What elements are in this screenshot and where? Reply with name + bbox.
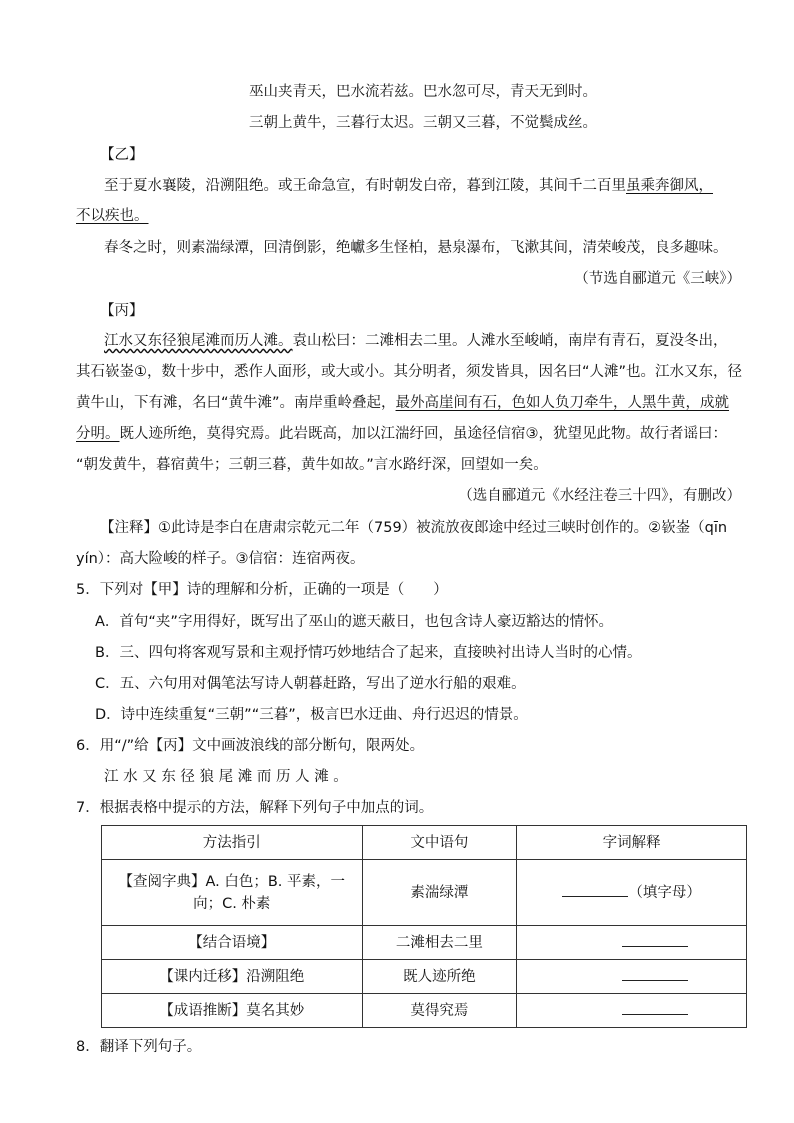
q7-method-cell: 【结合语境】: [102, 926, 363, 960]
q6-stem: 6．用“/”给【丙】文中画波浪线的部分断句，限两处。: [76, 738, 425, 754]
yi-paragraph-2: 春冬之时，则素湍绿潭，回清倒影，绝巘多生怪柏，悬泉瀑布，飞漱其间，清荣峻茂，良多趣味。: [104, 240, 728, 256]
bing-line-4-underlined: 分明。: [76, 426, 120, 442]
section-bing-header: 【丙】: [100, 303, 144, 319]
q7-header-sentence: 文中语句: [362, 826, 517, 860]
q7-table: [101, 825, 747, 1028]
answer-blank[interactable]: [622, 932, 688, 947]
q7-answer-cell[interactable]: [517, 994, 747, 1028]
q7-answer-note: （填字母）: [628, 884, 701, 901]
section-yi-header: 【乙】: [100, 147, 144, 163]
q7-answer-cell[interactable]: [517, 960, 747, 994]
poem-line-4: 三朝上黄牛，三暮行太迟。三朝又三暮，不觉鬓成丝。: [249, 115, 597, 131]
yi-p1-text: 至于夏水襄陵，沿溯阻绝。或王命急宣，有时朝发白帝，暮到江陵，其间千二百里: [104, 178, 626, 194]
poem-line-3: 巫山夹青天，巴水流若兹。巴水忽可尽，青天无到时。: [249, 84, 597, 100]
q5-option-d: D．诗中连续重复“三朝”“三暮”，极言巴水迂曲、舟行迟迟的情景。: [95, 707, 528, 723]
q5-option-a: A．首句“夹”字用得好，既写出了巫山的遮天蔽日，也包含诗人豪迈豁达的情怀。: [95, 614, 613, 630]
answer-blank[interactable]: [622, 1000, 688, 1015]
q5-option-c: C．五、六句用对偶笔法写诗人朝暮赶路，写出了逆水行船的艰难。: [95, 676, 526, 692]
table-row: [102, 860, 747, 926]
bing-line-3: [76, 393, 729, 413]
q5-stem: 5．下列对【甲】诗的理解和分析，正确的一项是（ ）: [76, 582, 448, 598]
bing-line-3-text: 黄牛山，下有滩，名曰“黄牛滩”。南岸重岭叠起，: [76, 395, 396, 411]
q7-header-method: 方法指引: [102, 826, 363, 860]
q7-method-cell: [102, 860, 363, 926]
q8-stem: 8．翻译下列句子。: [76, 1039, 202, 1055]
q5-option-b: B．三、四句将客观写景和主观抒情巧妙地结合了起来，直接映衬出诗人当时的心情。: [95, 645, 642, 661]
bing-line-5: “朝发黄牛，暮宿黄牛；三朝三暮，黄牛如故。”言水路纡深，回望如一矣。: [76, 457, 548, 473]
yi-p1-underlined: 虽乘奔御风，: [626, 178, 713, 194]
bing-line-4: [76, 424, 727, 444]
table-row: [102, 926, 747, 960]
bing-source: （选自郦道元《水经注卷三十四》，有删改）: [458, 488, 741, 504]
q7-answer-cell[interactable]: [517, 860, 747, 926]
q7-sentence-cell: 二滩相去二里: [362, 926, 517, 960]
q7-header-row: [102, 826, 747, 860]
table-row: [102, 960, 747, 994]
q7-stem: 7．根据表格中提示的方法，解释下列句子中加点的词。: [76, 800, 434, 816]
yi-p1-underlined-cont: 不以疾也。: [76, 208, 149, 224]
answer-blank[interactable]: [622, 966, 688, 981]
answer-blank[interactable]: [562, 882, 628, 897]
table-row: [102, 994, 747, 1028]
yi-paragraph-1-cont: [76, 206, 149, 226]
q7-method-text-cont: 向；C. 朴素: [193, 895, 271, 912]
yi-paragraph-1: [76, 176, 713, 196]
bing-line-2: 其石嵚崟①，数十步中，悉作人面形，或大或小。其分明者，须发皆具，因名曰“人滩”也。江水又东，径: [76, 364, 743, 380]
bing-line-4-rest: 既人迹所绝，莫得究焉。此岩既高，加以江湍纡回，虽途径信宿③，犹望见此物。故行者谣曰：: [119, 426, 727, 442]
q7-sentence-cell: 既人迹所绝: [362, 960, 517, 994]
q7-header-explanation: 字词解释: [517, 826, 747, 860]
q7-method-text: 【查阅字典】A. 白色；B. 平素，一: [118, 873, 346, 890]
bing-line-1: [104, 331, 728, 351]
bing-line-1-rest: 袁山松曰：二滩相去二里。人滩水至峻峭，南岸有青石，夏没冬出，: [292, 333, 728, 349]
bing-wavy-sentence: 江水又东径狼尾滩而历人滩。: [104, 333, 293, 349]
q7-answer-cell[interactable]: [517, 926, 747, 960]
note-line-1: 【注释】①此诗是李白在唐肃宗乾元二年（759）被流放夜郎途中经过三峡时创作的。②嵚崟（qīn: [100, 520, 728, 536]
q6-sentence: 江 水 又 东 径 狼 尾 滩 而 历 人 滩 。: [104, 769, 348, 785]
bing-line-3-underlined: 最外高崖间有石，色如人负刀牵牛，人黑牛黄，成就: [395, 395, 730, 411]
note-line-2: yín）：高大险峻的样子。③信宿：连宿两夜。: [76, 551, 365, 567]
q7-method-cell: 【课内迁移】沿溯阻绝: [102, 960, 363, 994]
q7-method-cell: 【成语推断】莫名其妙: [102, 994, 363, 1028]
yi-source: （节选自郦道元《三峡》）: [574, 271, 741, 287]
q7-sentence-cell: 素湍绿潭: [362, 860, 517, 926]
q7-sentence-cell: 莫得究焉: [362, 994, 517, 1028]
